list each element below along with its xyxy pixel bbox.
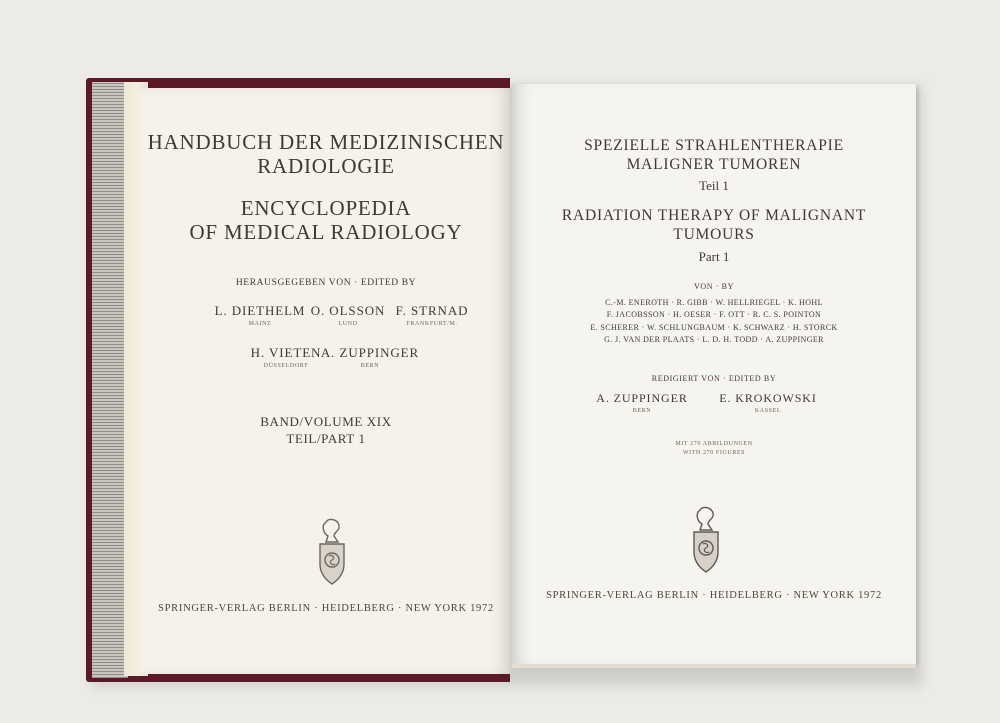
volume-label: BAND/VOLUME XIX <box>260 414 392 429</box>
contributor-line: C.-M. ENEROTH · R. GIBB · W. HELLRIEGEL · K. HOHL <box>605 298 823 307</box>
title-line: MALIGNER TUMOREN <box>626 156 802 173</box>
figures-line: WITH 270 FIGURES <box>682 450 746 456</box>
editor-city: FRANKFURT/M. <box>406 321 458 327</box>
left-edited-by: HERAUSGEGEBEN VON · EDITED BY <box>235 278 417 288</box>
editor-name: A. ZUPPINGER <box>320 345 420 360</box>
right-part: Part 1 <box>698 249 730 264</box>
book-spine-cloth <box>92 82 128 678</box>
title-line: OF MEDICAL RADIOLOGY <box>189 220 463 244</box>
editor-city: KASSEL <box>754 408 782 414</box>
by-label: VON · BY <box>694 282 734 291</box>
title-line: SPEZIELLE STRAHLENTHERAPIE <box>584 137 844 154</box>
editor <box>572 389 712 414</box>
editor-name: A. ZUPPINGER <box>596 391 688 405</box>
title-line: HANDBUCH DER MEDIZINISCHEN <box>147 130 505 154</box>
right-page <box>512 84 916 664</box>
right-page-edge <box>512 664 916 668</box>
springer-knight-emblem <box>312 516 352 588</box>
editor-name: O. OLSSON <box>310 303 386 318</box>
left-title-en <box>140 196 512 244</box>
part-label: TEIL/PART 1 <box>286 431 366 446</box>
springer-knight-emblem <box>686 504 726 576</box>
title-line: RADIATION THERAPY OF MALIGNANT <box>561 207 867 224</box>
editor-city: LUND <box>338 321 358 327</box>
left-page <box>140 88 512 674</box>
title-line: RADIOLOGIE <box>257 154 395 178</box>
editor-name: F. STRNAD <box>395 303 469 318</box>
editor-city: DÜSSELDORF <box>263 363 309 369</box>
contributors <box>512 297 916 346</box>
editor-city: BERN <box>632 408 652 414</box>
editor <box>698 389 838 414</box>
contributor-line: G. J. VAN DER PLAATS · L. D. H. TODD · A. ZUPPINGER <box>604 334 824 344</box>
editor-name: H. VIETEN <box>250 345 322 360</box>
right-edited-by: REDIGIERT VON · EDITED BY <box>651 374 777 383</box>
editor-name: L. DIETHELM <box>214 303 306 318</box>
editor <box>362 302 502 327</box>
figures-note <box>512 440 916 458</box>
editor-city: MAINZ <box>248 321 272 327</box>
right-teil: Teil 1 <box>699 178 729 193</box>
editor-city: BERN <box>360 363 380 369</box>
contributor-line: E. SCHERER · W. SCHLUNGBAUM · K. SCHWARZ · H. STORCK <box>590 322 838 332</box>
editor-name: E. KROKOWSKI <box>719 391 817 405</box>
editor <box>300 344 440 369</box>
title-line: TUMOURS <box>673 226 755 243</box>
right-publisher: SPRINGER-VERLAG BERLIN · HEIDELBERG · NEW YORK 1972 <box>546 590 882 601</box>
contributor-line: F. JACOBSSON · H. OESER · F. OTT · R. C. S. POINTON <box>606 310 822 320</box>
right-title-de <box>512 136 916 174</box>
right-title-en <box>512 206 916 244</box>
figures-line: MIT 270 ABBILDUNGEN <box>675 441 753 447</box>
left-publisher: SPRINGER-VERLAG BERLIN · HEIDELBERG · NEW YORK 1972 <box>158 603 494 614</box>
left-title-de <box>140 130 512 178</box>
title-line: ENCYCLOPEDIA <box>240 196 412 220</box>
